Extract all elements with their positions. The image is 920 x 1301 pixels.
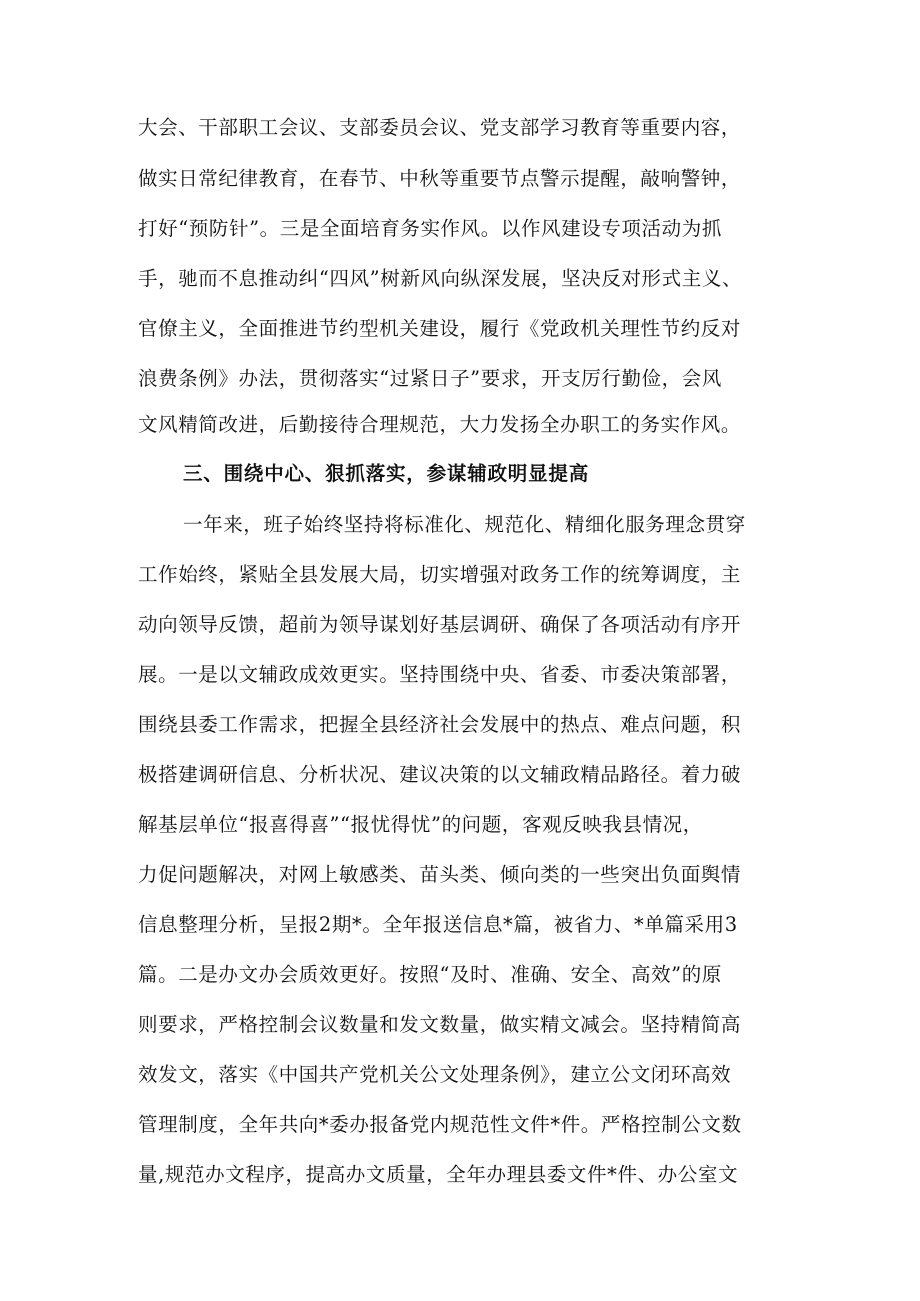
paragraph-line: 打好“预防针”。三是全面培育务实作风。以作风建设专项活动为抓 [138,217,722,240]
paragraph-line: 解基层单位“报喜得喜”“报忧得忧”的问题，客观反映我县情况， [138,813,703,836]
paragraph-line: 管理制度，全年共向*委办报备党内规范性文件*件。严格控制公文数 [138,1113,742,1136]
paragraph-line: 围绕县委工作需求，把握全县经济社会发展中的热点、难点问题，积 [138,713,742,736]
paragraph-line: 量,规范办文程序，提高办文质量，全年办理县委文件*件、办公室文 [138,1163,739,1186]
paragraph-line: 工作始终，紧贴全县发展大局，切实增强对政务工作的统筹调度，主 [138,563,742,586]
paragraph-line: 做实日常纪律教育，在春节、中秋等重要节点警示提醒，敲响警钟， [138,167,742,190]
paragraph-line: 展。一是以文辅政成效更实。坚持围绕中央、省委、市委决策部署， [138,663,742,686]
paragraph-line: 效发文，落实《中国共产党机关公文处理条例》，建立公文闭环高效 [138,1063,732,1086]
paragraph-line: 大会、干部职工会议、支部委员会议、党支部学习教育等重要内容， [138,116,742,139]
paragraph-line: 浪费条例》办法，贯彻落实“过紧日子”要求，开支厉行勤俭，会风 [138,367,722,390]
paragraph-line: 极搭建调研信息、分析状况、建议决策的以文辅政精品路径。着力破 [138,763,742,786]
paragraph-line: 文风精简改进，后勤接待合理规范，大力发扬全办职工的务实作风。 [138,413,742,436]
paragraph-line: 信息整理分析，呈报2期*。全年报送信息*篇，被省力、*单篇采用3 [138,913,738,936]
paragraph-line: 官僚主义，全面推进节约型机关建设，履行《党政机关理性节约反对 [138,317,742,340]
paragraph-line: 篇。二是办文办会质效更好。按照“及时、准确、安全、高效”的原 [138,963,722,986]
paragraph-line: 力促问题解决，对网上敏感类、苗头类、倾向类的一些突出负面舆情 [138,863,742,886]
paragraph-line: 动向领导反馈，超前为领导谋划好基层调研、确保了各项活动有序开 [138,613,742,636]
paragraph-line: 则要求，严格控制会议数量和发文数量，做实精文减会。坚持精简高 [138,1013,742,1036]
paragraph-line: 手，驰而不息推动纠“四风”树新风向纵深发展，坚决反对形式主义、 [138,267,743,290]
section-heading: 三、围绕中心、狠抓落实，参谋辅政明显提高 [183,462,590,485]
paragraph-line: 一年来，班子始终坚持将标准化、规范化、精细化服务理念贯穿 [183,513,746,536]
